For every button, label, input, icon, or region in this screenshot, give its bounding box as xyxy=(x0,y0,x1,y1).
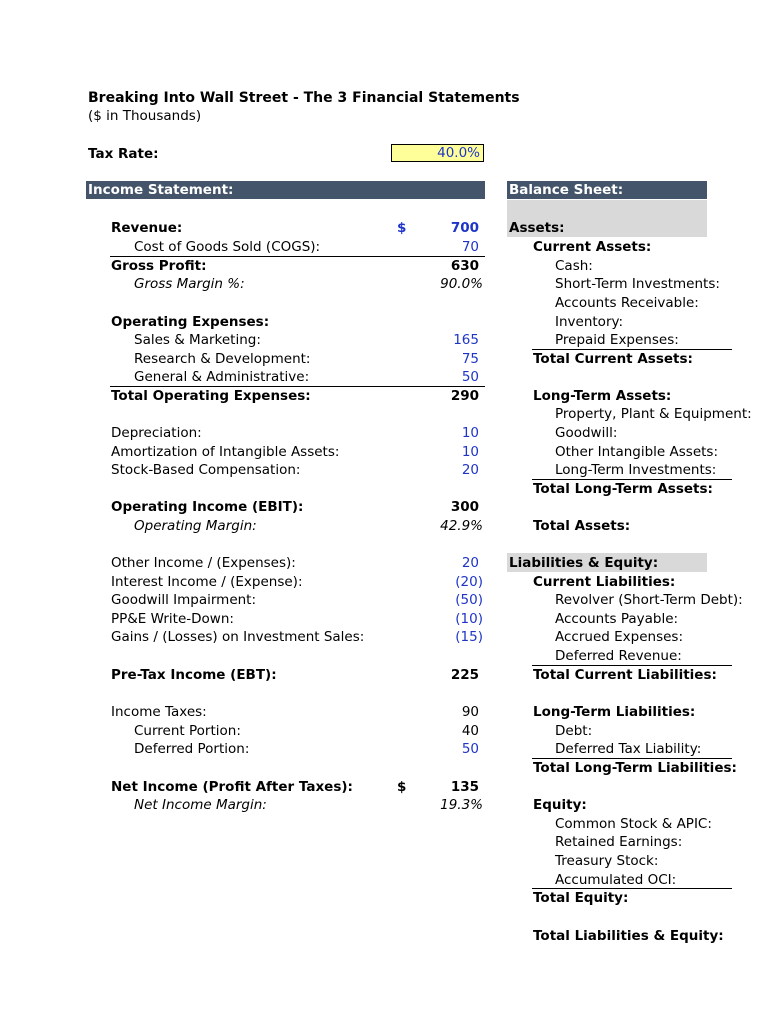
is-value-net-income: 135 xyxy=(450,779,479,795)
balance-sheet-header: Balance Sheet: xyxy=(507,181,707,199)
bs-label-aoci: Accumulated OCI: xyxy=(555,872,677,888)
is-value-rnd[interactable]: 75 xyxy=(461,351,479,367)
is-value-other-income[interactable]: 20 xyxy=(461,555,479,571)
is-value-revenue[interactable]: 700 xyxy=(450,220,479,236)
is-value-total-opex: 290 xyxy=(450,388,479,404)
bs-label-total-assets: Total Assets: xyxy=(533,518,631,534)
is-value-sbc[interactable]: 20 xyxy=(461,462,479,478)
is-dollar-net-income: $ xyxy=(397,779,407,795)
is-value-ebit: 300 xyxy=(450,499,479,515)
is-label-interest: Interest Income / (Expense): xyxy=(111,574,303,590)
bs-label-ar: Accounts Receivable: xyxy=(555,295,699,311)
bs-label-lt-investments: Long-Term Investments: xyxy=(555,462,717,478)
bs-label-prepaid: Prepaid Expenses: xyxy=(555,332,679,348)
is-label-rnd: Research & Development: xyxy=(134,351,311,367)
bs-label-total-liabilities-equity: Total Liabilities & Equity: xyxy=(533,928,724,944)
is-label-sbc: Stock-Based Compensation: xyxy=(111,462,301,478)
bs-label-deferred-tax: Deferred Tax Liability: xyxy=(555,741,702,757)
bs-label-treasury-stock: Treasury Stock: xyxy=(555,853,659,869)
is-value-income-taxes: 90 xyxy=(461,704,479,720)
bs-label-total-equity: Total Equity: xyxy=(533,890,629,906)
is-label-net-income: Net Income (Profit After Taxes): xyxy=(111,779,353,795)
is-value-net-margin: 19.3% xyxy=(440,797,483,813)
income-statement-header: Income Statement: xyxy=(86,181,485,199)
page-title: Breaking Into Wall Street - The 3 Financial Statements xyxy=(88,90,520,106)
is-value-depreciation[interactable]: 10 xyxy=(461,425,479,441)
is-value-amortization[interactable]: 10 xyxy=(461,444,479,460)
is-value-ga[interactable]: 50 xyxy=(461,369,479,385)
tax-rate-input[interactable]: 40.0% xyxy=(391,144,484,162)
is-label-gains-losses: Gains / (Losses) on Investment Sales: xyxy=(111,629,365,645)
bs-label-other-intangibles: Other Intangible Assets: xyxy=(555,444,719,460)
page-subtitle: ($ in Thousands) xyxy=(88,108,202,124)
is-value-ppe-writedown[interactable]: (10) xyxy=(455,611,483,627)
bs-label-total-lt-liabilities: Total Long-Term Liabilities: xyxy=(533,760,737,776)
is-label-gross-margin: Gross Margin %: xyxy=(134,276,245,292)
bs-label-inventory: Inventory: xyxy=(555,314,624,330)
is-label-current-portion: Current Portion: xyxy=(134,723,241,739)
is-value-gains-losses[interactable]: (15) xyxy=(455,629,483,645)
is-label-cogs: Cost of Goods Sold (COGS): xyxy=(134,239,321,255)
tax-rate-label: Tax Rate: xyxy=(88,146,159,162)
is-label-total-opex: Total Operating Expenses: xyxy=(111,388,311,404)
bs-label-lt-assets: Long-Term Assets: xyxy=(533,388,672,404)
is-label-amortization: Amortization of Intangible Assets: xyxy=(111,444,340,460)
is-label-deferred-portion: Deferred Portion: xyxy=(134,741,250,757)
is-label-operating-margin: Operating Margin: xyxy=(134,518,257,534)
bs-label-retained-earnings: Retained Earnings: xyxy=(555,834,683,850)
is-value-interest[interactable]: (20) xyxy=(455,574,483,590)
bs-label-liabilities-equity: Liabilities & Equity: xyxy=(509,555,659,571)
is-label-ebt: Pre-Tax Income (EBT): xyxy=(111,667,277,683)
bs-label-st-investments: Short-Term Investments: xyxy=(555,276,720,292)
bs-label-equity: Equity: xyxy=(533,797,587,813)
bs-label-total-current-liabilities: Total Current Liabilities: xyxy=(533,667,717,683)
bs-label-deferred-revenue: Deferred Revenue: xyxy=(555,648,682,664)
bs-label-assets: Assets: xyxy=(509,220,565,236)
is-value-goodwill-impairment[interactable]: (50) xyxy=(455,592,483,608)
bs-label-total-lt-assets: Total Long-Term Assets: xyxy=(533,481,713,497)
bs-label-accrued: Accrued Expenses: xyxy=(555,629,683,645)
is-value-gross-margin: 90.0% xyxy=(440,276,483,292)
bs-label-lt-liabilities: Long-Term Liabilities: xyxy=(533,704,696,720)
bs-label-cash: Cash: xyxy=(555,258,593,274)
is-label-ebit: Operating Income (EBIT): xyxy=(111,499,304,515)
is-value-cogs[interactable]: 70 xyxy=(461,239,479,255)
bs-label-common-stock: Common Stock & APIC: xyxy=(555,816,712,832)
bs-label-ap: Accounts Payable: xyxy=(555,611,679,627)
is-value-sales-marketing[interactable]: 165 xyxy=(453,332,479,348)
is-label-goodwill-impairment: Goodwill Impairment: xyxy=(111,592,257,608)
bs-label-total-current-assets: Total Current Assets: xyxy=(533,351,693,367)
is-label-opex: Operating Expenses: xyxy=(111,314,270,330)
bs-label-debt: Debt: xyxy=(555,723,593,739)
bs-label-revolver: Revolver (Short-Term Debt): xyxy=(555,592,743,608)
bs-label-current-assets: Current Assets: xyxy=(533,239,652,255)
is-label-net-margin: Net Income Margin: xyxy=(134,797,267,813)
is-label-other-income: Other Income / (Expenses): xyxy=(111,555,296,571)
is-dollar-revenue: $ xyxy=(397,220,407,236)
is-label-revenue: Revenue: xyxy=(111,220,183,236)
is-label-ga: General & Administrative: xyxy=(134,369,310,385)
is-label-depreciation: Depreciation: xyxy=(111,425,202,441)
bs-label-current-liabilities: Current Liabilities: xyxy=(533,574,676,590)
is-label-sales-marketing: Sales & Marketing: xyxy=(134,332,261,348)
header-separator xyxy=(86,199,485,200)
is-value-current-portion: 40 xyxy=(461,723,479,739)
is-label-income-taxes: Income Taxes: xyxy=(111,704,207,720)
is-value-ebt: 225 xyxy=(450,667,479,683)
is-value-deferred-portion[interactable]: 50 xyxy=(461,741,479,757)
is-value-gross-profit: 630 xyxy=(450,258,479,274)
is-label-gross-profit: Gross Profit: xyxy=(111,258,207,274)
bs-label-ppe: Property, Plant & Equipment: xyxy=(555,406,752,422)
is-label-ppe-writedown: PP&E Write-Down: xyxy=(111,611,234,627)
bs-label-goodwill: Goodwill: xyxy=(555,425,618,441)
is-value-operating-margin: 42.9% xyxy=(440,518,483,534)
